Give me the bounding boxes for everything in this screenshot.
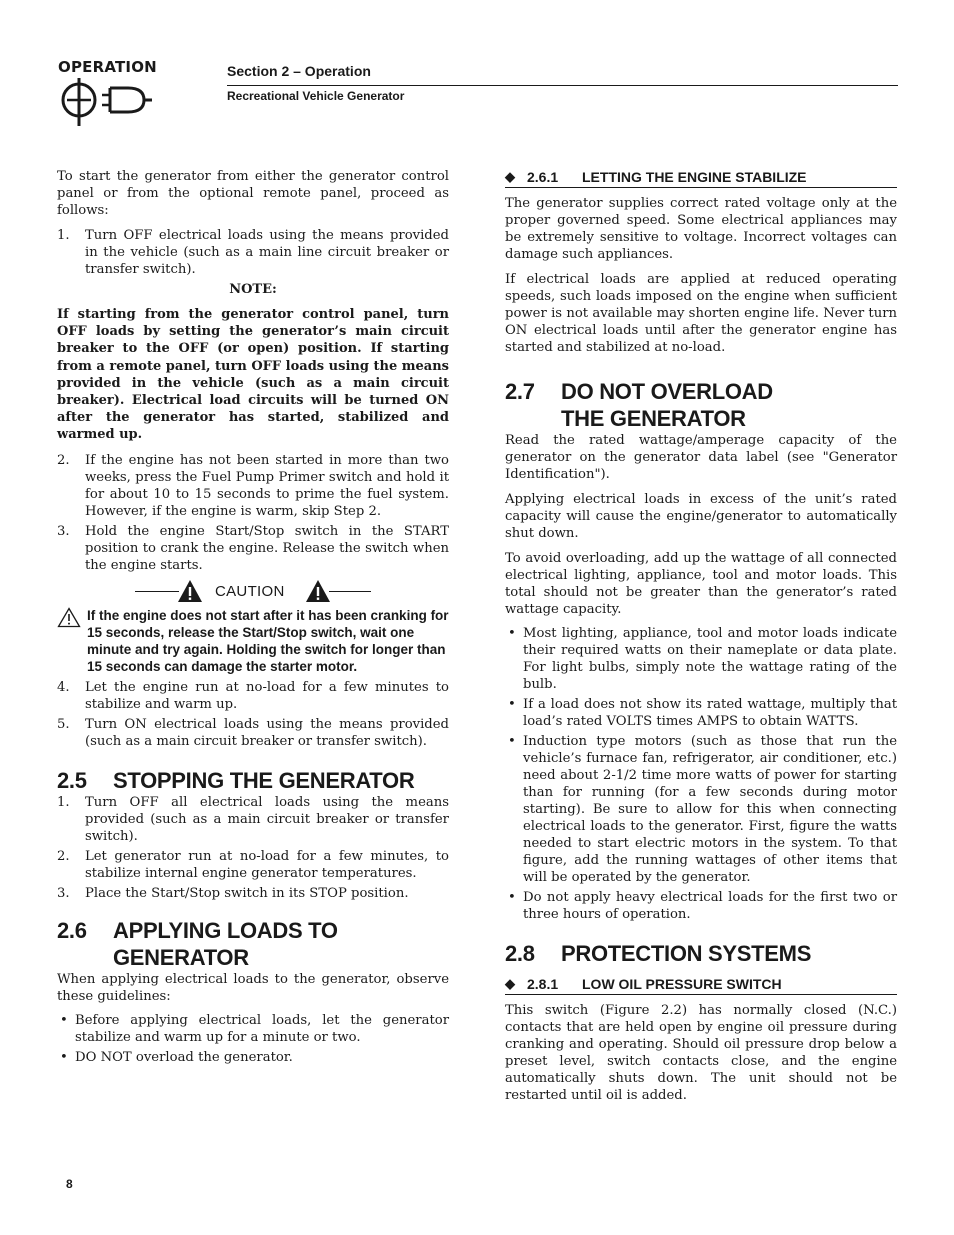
- list-item: 4. Let the engine run at no-load for a few minutes to stabilize and warm up.: [57, 680, 449, 713]
- list-item: • DO NOT overload the generator.: [60, 1050, 293, 1066]
- list-item: • Do not apply heavy electrical loads for the first two or three hours of operation.: [508, 890, 897, 922]
- caution-text: If the engine does not start after it has been cranking for 15 seconds, release the Start/Stop switch, wait one minute and try again. Holding the switch for longer than 15 seconds can damage the starter motor.: [57, 607, 449, 676]
- left-column: [57, 168, 449, 1069]
- overload-paragraph-2: Applying electrical loads in excess of the unit’s rated capacity will cause the engine/generator to automatically shut down.: [505, 492, 897, 541]
- overload-paragraph-3: To avoid overloading, add up the wattage of all connected electrical lighting, appliance, tool and motor loads. This total should not be greater than the generator’s rated wattage capacity.: [505, 551, 897, 617]
- note-label: NOTE:: [229, 282, 277, 297]
- warning-icon: [305, 579, 331, 603]
- note-text: If starting from the generator control panel, turn OFF loads by setting the generator’s main circuit breaker to the OFF (or open) position. If starting from a remote panel, turn OFF loads using the means provided in the vehicle (such as a main circuit breaker). Electrical load circuits will be turned ON after the generator has started, stabilized and warmed up.: [57, 307, 449, 443]
- heading-protection-systems: 2.8 PROTECTION SYSTEMS: [505, 941, 812, 966]
- heading-low-oil-pressure-switch: ◆ 2.8.1 LOW OIL PRESSURE SWITCH: [505, 975, 897, 995]
- caution-label: CAUTION: [215, 582, 285, 600]
- list-item: • Induction type motors (such as those that run the vehicle’s furnace fan, refrigerator, air conditioner, etc.) need about 2-1/2 time more watts of power for starting than for running (for a few seconds during motor starting). Be sure to allow for this when connecting electrical loads to the generator. First, figure the watts needed to start electric motors in the system. To that figure, add the running wattages of other items that will be operated by the generator.: [508, 734, 897, 885]
- stabilize-paragraph-1: The generator supplies correct rated voltage only at the proper governed speed. Some electrical appliances may be extremely sensitive to voltage. Incorrect voltages can damage such appliances.: [505, 196, 897, 262]
- section-subtitle: Recreational Vehicle Generator: [227, 89, 405, 103]
- applying-loads-intro: When applying electrical loads to the generator, observe these guidelines:: [57, 972, 449, 1005]
- list-item: • Most lighting, appliance, tool and motor loads indicate their required watts on their nameplate or data plate. For light bulbs, simply note the wattage rating of the bulb.: [508, 626, 897, 692]
- list-item: 5. Turn ON electrical loads using the means provided (such as a main circuit breaker or transfer switch).: [57, 717, 449, 750]
- caution-rule-right: [329, 591, 371, 592]
- plug-outlet-icon: [58, 78, 158, 133]
- logo-word: OPERATION: [58, 58, 157, 76]
- low-oil-paragraph: This switch (Figure 2.2) has normally closed (N.C.) contacts that are held open by engine oil pressure during cranking and operating. Should oil pressure drop below a preset level, switch contacts close, and the engine automatically shuts down. The unit should not be restarted until oil is added.: [505, 1003, 897, 1103]
- header-rule: [227, 85, 898, 86]
- start-steps-list-3: [57, 679, 449, 750]
- start-steps-list: [57, 227, 449, 278]
- list-item: • Before applying electrical loads, let the generator stabilize and warm up for a minute or two.: [60, 1013, 449, 1046]
- list-item: 3. Place the Start/Stop switch in its STOP position.: [57, 886, 409, 902]
- section-header: Section 2 – Operation: [227, 63, 371, 79]
- overload-bullets: [505, 625, 897, 923]
- warning-outline-icon: [57, 607, 81, 628]
- list-item: • If a load does not show its rated wattage, multiply that load’s rated VOLTS times AMPS to obtain WATTS.: [508, 697, 897, 729]
- diamond-bullet-icon: ◆: [505, 169, 515, 184]
- intro-paragraph: To start the generator from either the generator control panel or from the optional remote panel, proceed as follows:: [57, 169, 449, 218]
- heading-letting-engine-stabilize: ◆ 2.6.1 LETTING THE ENGINE STABILIZE: [505, 168, 897, 188]
- list-item: 1. Turn OFF all electrical loads using the means provided (such as a main circuit breaker or transfer switch).: [57, 795, 449, 845]
- list-item: 2. If the engine has not been started in more than two weeks, press the Fuel Pump Primer switch and hold it for about 10 to 15 seconds to prime the fuel system. However, if the engine is warm, skip Step 2.: [57, 452, 449, 519]
- caution-banner: [57, 577, 449, 607]
- heading-do-not-overload: 2.7 DO NOT OVERLOAD THE GENERATOR: [505, 379, 773, 431]
- heading-stopping-generator: 2.5 STOPPING THE GENERATOR: [57, 768, 415, 794]
- applying-loads-bullets: [57, 1012, 449, 1066]
- warning-icon: [177, 579, 203, 603]
- heading-applying-loads: 2.6 APPLYING LOADS TO GENERATOR: [57, 918, 338, 971]
- caution-rule-left: [135, 591, 179, 592]
- list-item: 2. Let generator run at no-load for a few minutes, to stabilize internal engine generator temperatures.: [57, 849, 449, 882]
- list-item: 3. Hold the engine Start/Stop switch in the START position to crank the engine. Release the switch when the engine starts.: [57, 523, 449, 573]
- page-number: 8: [66, 1177, 73, 1191]
- stabilize-paragraph-2: If electrical loads are applied at reduced operating speeds, such loads imposed on the engine when sufficient power is not available may shorten engine life. Never turn ON electrical loads until after the generator engine has started and stabilized at no-load.: [505, 272, 897, 355]
- start-steps-list-2: [57, 452, 449, 574]
- right-column: [505, 168, 897, 1104]
- diamond-bullet-icon: ◆: [505, 976, 515, 991]
- stopping-steps-list: [57, 794, 449, 902]
- operation-logo: [58, 58, 158, 133]
- overload-paragraph-1: Read the rated wattage/amperage capacity of the generator on the generator data label (see "Generator Identification").: [505, 433, 897, 482]
- list-item: 1. Turn OFF electrical loads using the means provided in the vehicle (such as a main line circuit breaker or transfer switch).: [57, 228, 449, 277]
